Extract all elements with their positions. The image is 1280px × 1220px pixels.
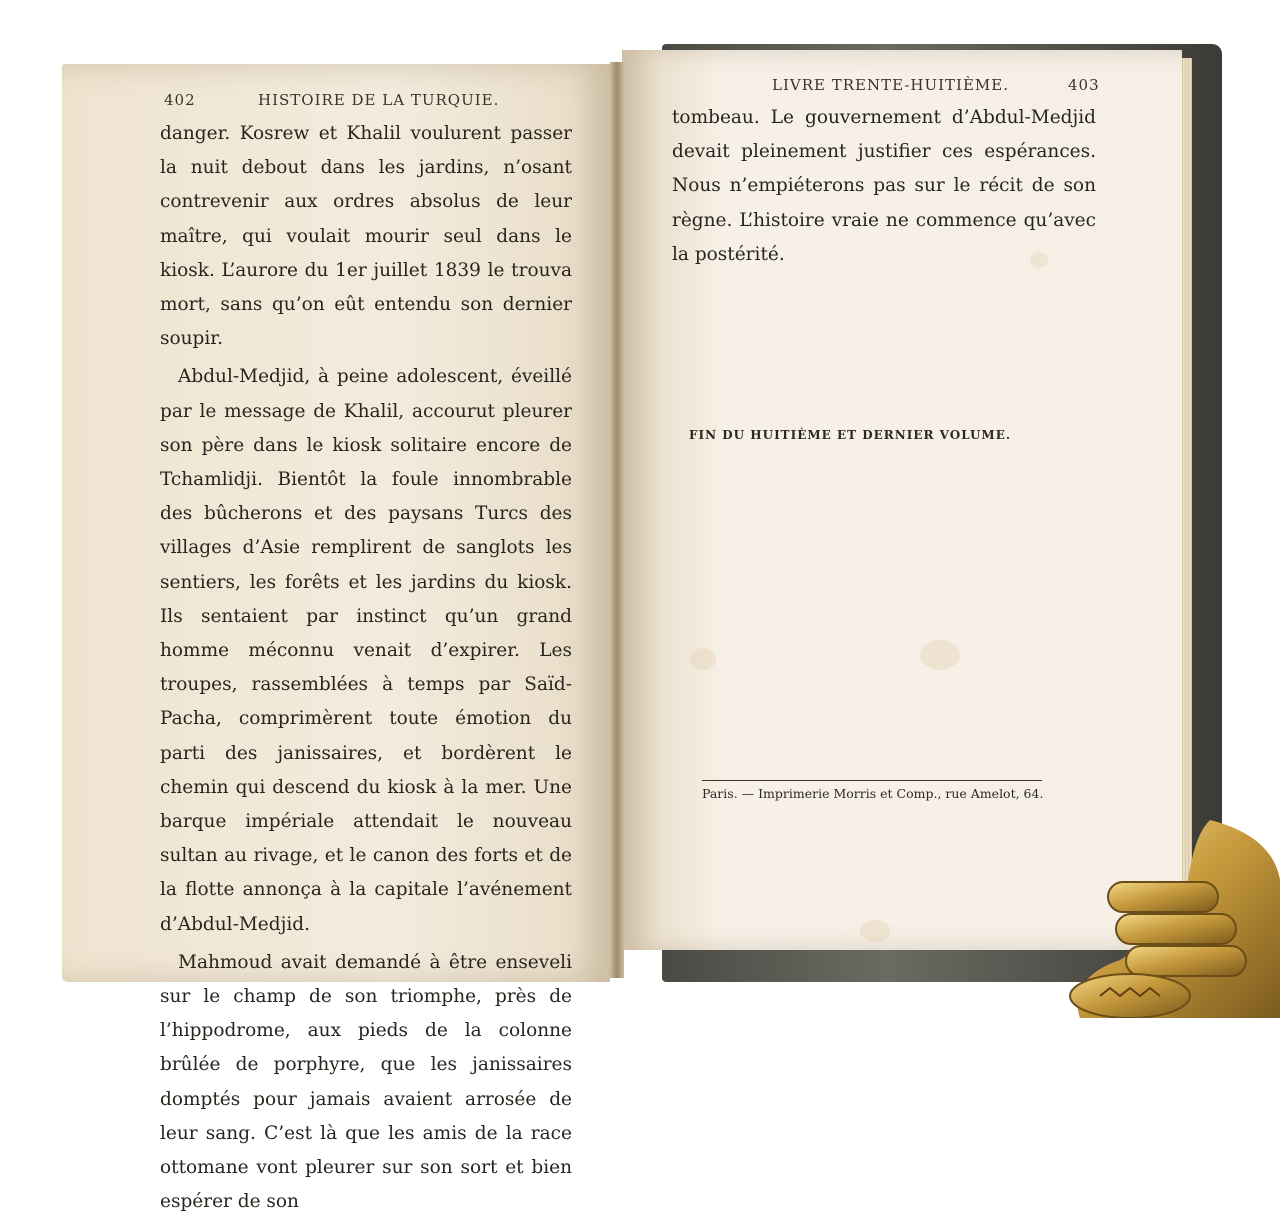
paragraph: Abdul-Medjid, à peine adolescent, éveillé par le message de Khalil, accourut pleurer son père dans le kiosk solitaire encore de Tchamlidji. Bientôt la foule innombrable des bûcherons et des paysans Turcs des villages d’Asie remplirent de sanglots les sentiers, les forêts et les jardins du kiosk. Ils sentaient par instinct qu’un grand homme méconnu venait d’expirer. Les troupes, rassemblées à temps par Saïd-Pacha, comprimèrent toute émotion du parti des janissaires, et bordèrent le chemin qui descend du kiosk à la mer. Une barque impériale attendait le nouveau sultan au rivage, et le canon des forts et de la flotte annonça à la capitale l’avénement d’Abdul-Medjid. [160,366,572,935]
printer-imprint: Paris. — Imprimerie Morris et Comp., rue Amelot, 64. [702,786,1044,801]
paragraph: tombeau. Le gouvernement d’Abdul-Medjid devait pleinement justifier ces espérances. Nous n’empiéterons pas sur le récit de son règne. L’histoire vraie ne commence qu’avec la postérité. [672,107,1096,265]
paper-stain [690,648,716,670]
left-running-title: HISTOIRE DE LA TURQUIE. [258,91,500,109]
paper-stain [920,640,960,670]
left-page-number: 402 [164,91,196,109]
paragraph: Mahmoud avait demandé à être enseveli sur le champ de son triomphe, près de l’hippodrome, aux pieds de la colonne brûlée de porphyre, que les janissaires domptés pour jamais avaient arrosée de leur sang. C’est là que les amis de la race ottomane vont pleurer sur son sort et bien espérer de son [160,951,572,1213]
brass-hand-weight-icon [1060,820,1280,1018]
right-page-text [672,101,1096,272]
end-of-volume-title: FIN DU HUITIÈME ET DERNIER VOLUME. [688,428,1012,442]
left-page-text [160,117,572,1220]
paper-stain [860,920,890,942]
right-page-number: 403 [1068,76,1100,94]
imprint-rule [702,780,1042,781]
right-running-title: LIVRE TRENTE-HUITIÈME. [772,76,1010,94]
book-gutter [610,62,624,978]
paragraph: danger. Kosrew et Khalil voulurent passer la nuit debout dans les jardins, n’osant contrevenir aux ordres absolus de leur maître, qui voulait mourir seul dans le kiosk. L’aurore du 1er juillet 1839 le trouva mort, sans qu’on eût entendu son dernier soupir. [160,123,572,350]
